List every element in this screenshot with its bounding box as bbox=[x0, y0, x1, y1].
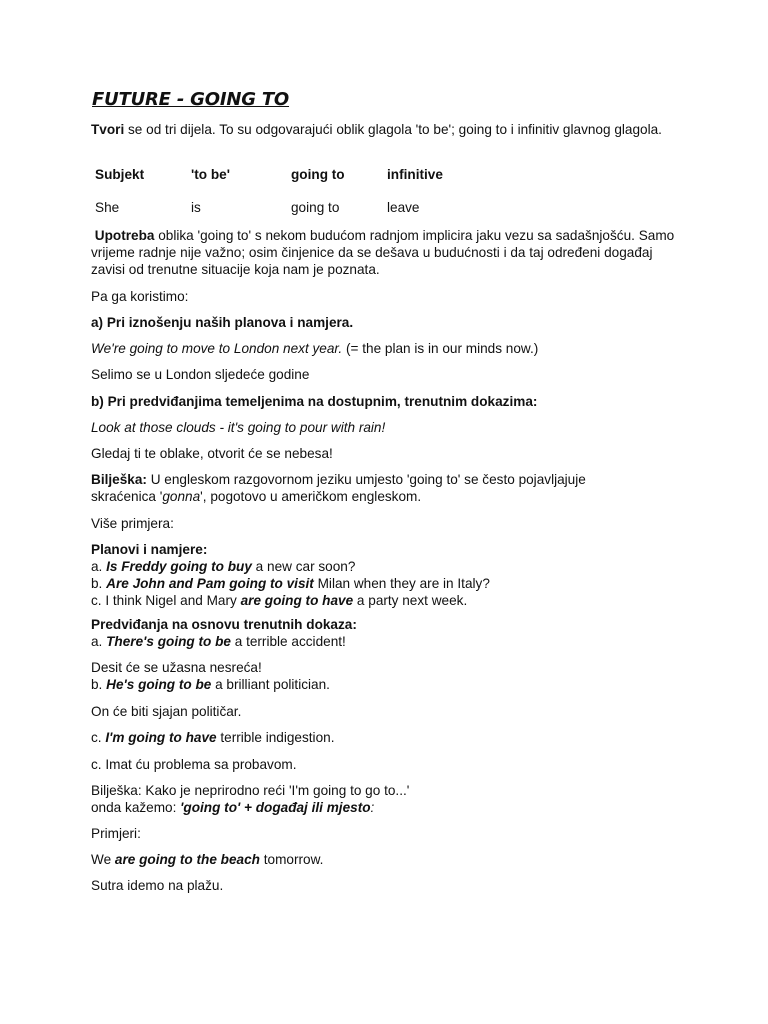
final-translation: Sutra idemo na plažu. bbox=[91, 878, 224, 893]
intro-text: se od tri dijela. To su odgovarajući oblik glagola 'to be'; going to i infinitiv glavnog glagola. bbox=[124, 122, 662, 137]
note-suffix: : bbox=[370, 800, 375, 815]
note-emphasis: 'going to' + događaj ili mjesto bbox=[180, 800, 371, 815]
item-suffix: a new car soon? bbox=[251, 559, 356, 574]
note-prefix: onda kažemo: bbox=[91, 800, 181, 815]
table-header-row bbox=[91, 166, 507, 199]
usage-intro-line: Pa ga koristimo: bbox=[91, 289, 189, 304]
predictions-block bbox=[91, 616, 681, 650]
table-cell: leave bbox=[387, 200, 420, 215]
table-cell: is bbox=[191, 200, 201, 215]
item-emphasis: He's going to be bbox=[106, 677, 212, 692]
example-sentence: We're going to move to London next year. bbox=[91, 341, 343, 356]
table-cell: going to bbox=[291, 200, 340, 215]
list-item bbox=[91, 633, 681, 650]
item-suffix: a party next week. bbox=[353, 593, 468, 608]
item-suffix: tomorrow. bbox=[259, 852, 324, 867]
plans-heading: Planovi i namjere: bbox=[91, 542, 208, 557]
item-emphasis: are going to have bbox=[240, 593, 354, 608]
section-b-heading: b) Pri predviđanjima temeljenima na dostupnim, trenutnim dokazima: bbox=[91, 394, 538, 409]
usage-lead: Upotreba bbox=[94, 228, 155, 243]
item-prefix: c. bbox=[91, 730, 106, 745]
item-emphasis: Is Freddy going to buy bbox=[106, 559, 252, 574]
usage-paragraph bbox=[91, 227, 676, 278]
item-emphasis: are going to the beach bbox=[114, 852, 260, 867]
plans-block bbox=[91, 541, 681, 609]
examples-label: Primjeri: bbox=[91, 826, 141, 841]
item-prefix: We bbox=[91, 852, 115, 867]
list-item bbox=[91, 558, 681, 575]
predictions-heading: Predviđanja na osnovu trenutnih dokaza: bbox=[91, 617, 357, 632]
note-line: Bilješka: Kako je neprirodno reći 'I'm going to go to...' bbox=[91, 783, 410, 798]
note-paragraph bbox=[91, 471, 651, 505]
item-emphasis: There's going to be bbox=[106, 634, 231, 649]
section-a-heading: a) Pri iznošenju naših planova i namjera. bbox=[91, 315, 354, 330]
usage-text: oblika 'going to' s nekom budućom radnjom implicira jaku vezu sa sadašnjošću. Samo vrijeme radnje nije važno; osim činjenice da se dešava u budućnosti i da taj određeni događaj zavisi od trenutne situacije koja nam je poznata. bbox=[91, 228, 675, 277]
item-suffix: a terrible accident! bbox=[230, 634, 346, 649]
list-item bbox=[91, 729, 681, 746]
translation-line: c. Imat ću problema sa probavom. bbox=[91, 757, 297, 772]
item-emphasis: I'm going to have bbox=[105, 730, 217, 745]
second-note-block bbox=[91, 782, 681, 816]
section-b-translation: Gledaj ti te oblake, otvorit će se nebesa! bbox=[91, 446, 333, 461]
list-item bbox=[91, 575, 681, 592]
table-header-cell: 'to be' bbox=[191, 167, 230, 182]
prediction-a-translation-block bbox=[91, 659, 681, 693]
intro-lead: Tvori bbox=[91, 122, 125, 137]
item-prefix: b. bbox=[91, 576, 107, 591]
list-item bbox=[91, 676, 681, 693]
item-prefix: a. bbox=[91, 559, 107, 574]
form-table bbox=[91, 166, 507, 216]
item-prefix: a. bbox=[91, 634, 107, 649]
section-a-example bbox=[91, 340, 681, 357]
note-text-end: ', pogotovo u američkom engleskom. bbox=[200, 489, 422, 504]
intro-paragraph bbox=[91, 121, 681, 138]
table-header-cell: infinitive bbox=[387, 167, 443, 182]
table-row bbox=[91, 199, 507, 216]
list-item bbox=[91, 592, 681, 609]
item-suffix: a brilliant politician. bbox=[211, 677, 330, 692]
item-prefix: c. I think Nigel and Mary bbox=[91, 593, 241, 608]
item-emphasis: Are John and Pam going to visit bbox=[106, 576, 314, 591]
section-a-translation: Selimo se u London sljedeće godine bbox=[91, 367, 310, 382]
table-header-cell: Subjekt bbox=[95, 167, 145, 182]
note-lead: Bilješka: bbox=[91, 472, 147, 487]
item-prefix: b. bbox=[91, 677, 107, 692]
item-suffix: terrible indigestion. bbox=[216, 730, 335, 745]
table-cell: She bbox=[95, 200, 120, 215]
example-note: (= the plan is in our minds now.) bbox=[342, 341, 539, 356]
page-title: FUTURE - GOING TO bbox=[92, 89, 290, 110]
more-examples-label: Više primjera: bbox=[91, 516, 174, 531]
note-gonna: gonna bbox=[162, 489, 201, 504]
table-header-cell: going to bbox=[291, 167, 345, 182]
translation-line: Desit će se užasna nesreća! bbox=[91, 660, 262, 675]
note-text: U engleskom razgovornom jeziku umjesto 'going to' se često pojavljajuje skraćenica ' bbox=[91, 472, 586, 504]
note-line bbox=[91, 799, 681, 816]
translation-line: On će biti sjajan političar. bbox=[91, 704, 242, 719]
item-suffix: Milan when they are in Italy? bbox=[313, 576, 490, 591]
final-example bbox=[91, 851, 681, 868]
section-b-example: Look at those clouds - it's going to pour with rain! bbox=[91, 420, 386, 435]
